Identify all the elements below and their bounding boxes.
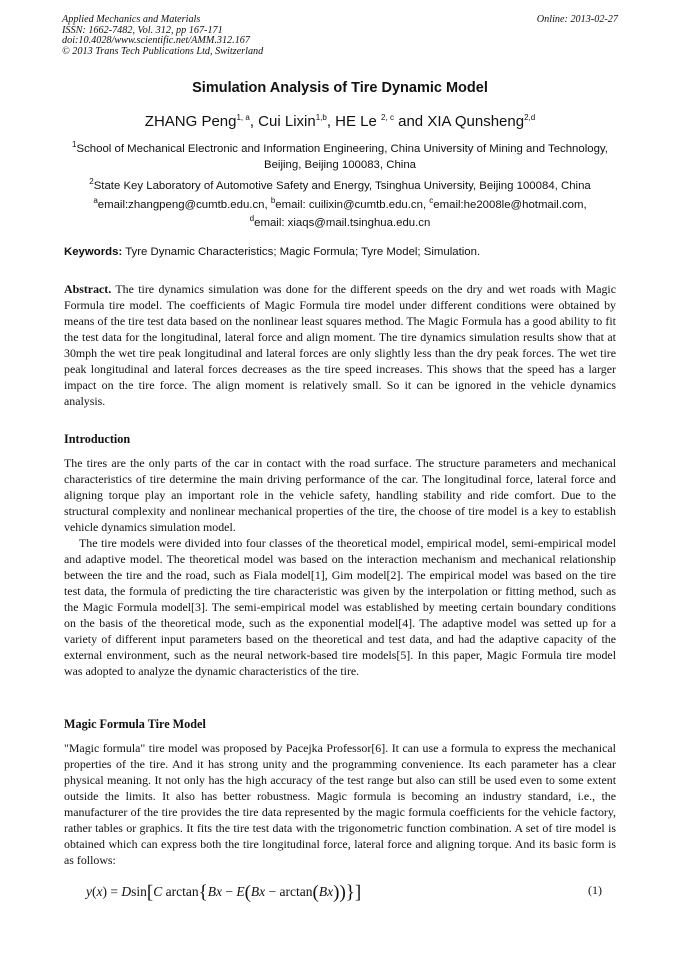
- introduction-body: [64, 455, 616, 679]
- doi-line: doi:10.4028/www.scientific.net/AMM.312.167: [62, 35, 250, 47]
- eq-paren: (: [244, 882, 251, 903]
- eq-D: D: [121, 884, 132, 899]
- email-sup: a: [93, 196, 98, 205]
- abstract-text: The tire dynamics simulation was done for the different speeds on the dry and wet roads with Magic Formula tire model. The coefficients of Magic Formula tire model under different conditions were obtained by means of the tire test data based on the nonlinear least squares method. The Magic Formula has a good ability to fit the test data for the longitudinal, lateral force and align moment. The tire dynamics simulation results show that at 30mph the wet tire peak longitudinal and lateral forces are only slightly less than the dry peak forces. The wet tire peak longitudinal and lateral forces decreases as the tire speed increases. This shows that the speed has a larger impact on the tire force. The align moment is relatively small. So it can be ignored in the vehicle dynamics analysis.: [64, 282, 616, 408]
- eq-brace: }: [345, 882, 355, 903]
- eq-paren: ): [102, 884, 107, 899]
- eq-arctan: arctan: [162, 884, 199, 899]
- magic-formula-paragraph: "Magic formula" tire model was proposed by Pacejka Professor[6]. It can use a formula to express the mechanical properties of the tire. And it has strong unity and the programming convenience. Its each parameter has a clear physical meaning. It not only has the high accuracy of the test range but also can still be used even to some extent outside the limits. It also has better robustness. Magic formula is becoming an industry standard, i.e., the manufacturer of the tire provides the tire data represented by the magic formula coefficients for the vehicle factory, rather tables or graphics. It fits the tire test data with the trigonometric function combination. A set of tire model is obtained which can express both the tire longitudinal force, lateral force and aligning torque. And its basic form is as follows:: [64, 741, 616, 867]
- email-sup: b: [270, 196, 276, 205]
- author-sup: 2, c: [381, 113, 394, 122]
- paper-title: Simulation Analysis of Tire Dynamic Model: [192, 80, 488, 96]
- affiliation-text: State Key Laboratory of Automotive Safety and Energy, Tsinghua University, Beijing 100084, China: [93, 179, 591, 192]
- eq-bracket: ]: [354, 882, 362, 903]
- keywords-line: [64, 246, 618, 258]
- abstract-label: Abstract.: [64, 282, 112, 296]
- eq-Bx: Bx: [318, 884, 334, 899]
- email-line-1: [62, 194, 618, 212]
- email-a: email:zhangpeng@cumtb.edu.cn,: [97, 198, 268, 211]
- eq-minus: −: [221, 884, 237, 899]
- eq-paren: ): [339, 882, 346, 903]
- eq-paren: ): [333, 882, 340, 903]
- keywords-text: Tyre Dynamic Characteristics; Magic Formula; Tyre Model; Simulation.: [125, 246, 481, 258]
- email-c: email:he2008le@hotmail.com,: [433, 198, 587, 211]
- keywords-label: Keywords:: [64, 246, 123, 258]
- eq-brace: {: [198, 882, 208, 903]
- eq-paren: (: [312, 882, 319, 903]
- email-sup: d: [249, 213, 255, 223]
- author-list: ZHANG Peng$^{1, a}$, Cui Lixin$^{1,b}$, HE Le $^{2, c}$ and XIA Qunsheng$^{2,d}$: [144, 113, 536, 130]
- copyright-line: © 2013 Trans Tech Publications Ltd, Switzerland: [62, 45, 264, 57]
- author-sup: 2,d: [524, 113, 536, 122]
- email-block: [62, 194, 618, 230]
- author-sup: 1, a: [236, 113, 250, 122]
- eq-E: E: [236, 884, 245, 899]
- eq-sin: sin: [131, 884, 147, 899]
- eq-y: y: [86, 884, 92, 899]
- author-name: ZHANG Peng: [144, 113, 237, 130]
- eq-paren: (: [92, 884, 97, 899]
- eq-Bx: Bx: [250, 884, 266, 899]
- equation-number: (1): [588, 883, 602, 897]
- eq-Bx: Bx: [207, 884, 222, 899]
- affiliation-2: [62, 174, 618, 194]
- eq-C: C: [153, 884, 163, 899]
- author-sup: 1,b: [315, 113, 327, 122]
- journal-name: Applied Mechanics and Materials: [62, 14, 201, 25]
- introduction-paragraph-2: The tire models were divided into four classes of the theoretical model, empirical model, semi-empirical model and adaptive model. The theoretical model was based on the interaction mechanism and mechanical relationship between the tire and the road, such as Fiala model[1], Gim model[2]. The empirical model was based on the tire test data, the formula of predicting the tire characteristic was given by the interpolation or fitting method, such as the Magic Formula model[3]. The semi-empirical model was established by meeting certain boundary conditions on the basis of the theoretical mode, such as the exponential model[4]. The adaptive model was setted up for a variety of different input parameters based on the theoretical and test data, and had the adaptive capacity of the external environment, such as the neural network-based tire models[5]. In this paper, Magic Formula tire model was adopted to analyze the dynamic characteristics of the tire.: [64, 536, 616, 678]
- author-and: and: [398, 113, 424, 130]
- introduction-heading: Introduction: [64, 432, 131, 446]
- affiliation-sup: 1: [72, 140, 77, 149]
- author-name: Cui Lixin: [258, 113, 316, 130]
- email-line-2: [62, 212, 618, 230]
- email-d: email: xiaqs@mail.tsinghua.edu.cn: [254, 216, 431, 229]
- author-name: XIA Qunsheng: [427, 113, 525, 130]
- equation-formula: [86, 882, 361, 904]
- journal-header: [62, 15, 618, 57]
- introduction-paragraph-1: The tires are the only parts of the car in contact with the road surface. The structure parameters and mechanical characteristics of tire determine the main driving performance of the car. The longitudinal force, lateral force and aligning torque play an important role in the vehicle safety, handling stability and ride comfort. Due to the structural complexity and nonlinear mechanical properties of the tire, the choose of tire model is a key to establish vehicle dynamics simulation model.: [64, 456, 616, 534]
- affiliation-sup: 2: [89, 177, 94, 186]
- abstract-paragraph: [64, 281, 616, 409]
- eq-x: x: [96, 884, 103, 899]
- magic-formula-body: [64, 740, 616, 868]
- online-date: Online: 2013-02-27: [536, 14, 618, 25]
- eq-minus: −: [265, 884, 280, 899]
- eq-equals: =: [107, 884, 122, 899]
- magic-formula-heading: Magic Formula Tire Model: [64, 717, 206, 731]
- equation-1: [86, 878, 618, 906]
- email-sup: c: [429, 196, 434, 205]
- eq-arctan: arctan: [279, 884, 313, 899]
- affiliation-text: School of Mechanical Electronic and Information Engineering, China University of Mining and Technology, Beijing, Beijing 100083, China: [76, 142, 608, 171]
- issn-line: ISSN: 1662-7482, Vol. 312, pp 167-171: [62, 24, 223, 36]
- author-name: HE Le: [335, 113, 377, 130]
- affiliation-1: [62, 137, 618, 173]
- eq-bracket: [: [146, 882, 154, 903]
- email-b: email: cuilixin@cumtb.edu.cn,: [275, 198, 427, 211]
